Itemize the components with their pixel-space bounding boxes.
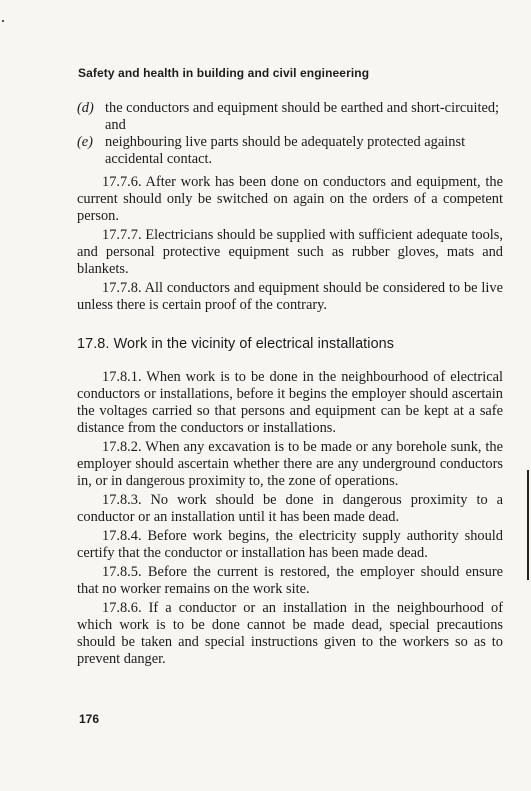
list-item-text: neighbouring live parts should be adequately protected against accidental contact. — [105, 134, 466, 167]
paragraph-17-7-7: 17.7.7. Electricians should be supplied with sufficient adequate tools, and personal protective equipment such as rubber gloves, mats and blankets. — [77, 227, 503, 277]
list-item-text: the conductors and equipment should be earthed and short-circuited; and — [105, 100, 500, 133]
running-header: Safety and health in building and civil engineering — [78, 66, 370, 80]
paragraph-17-8-6: 17.8.6. If a conductor or an installation in the neighbourhood of which work is to be done cannot be made dead, special precautions should be taken and special instructions given to the workers so as to prevent danger. — [77, 600, 503, 667]
section-heading: 17.8. Work in the vicinity of electrical installations — [77, 336, 395, 352]
page-number: 176 — [79, 712, 100, 726]
paragraph-17-8-4: 17.8.4. Before work begins, the electricity supply authority should certify that the conductor or installation has been made dead. — [77, 528, 503, 561]
list-marker: (e) — [77, 134, 93, 150]
paragraph-17-7-6: 17.7.6. After work has been done on conductors and equipment, the current should only be switched on again on the orders of a competent person. — [77, 174, 503, 224]
scan-edge-mark — [527, 470, 529, 580]
page-body — [77, 100, 503, 670]
paragraph-17-8-1: 17.8.1. When work is to be done in the neighbourhood of electrical conductors or installations, before it begins the employer should ascertain the voltages carried so that persons and equipment can be kept at a safe distance from the conductors or installations. — [77, 369, 503, 436]
scan-speck — [2, 20, 4, 22]
paragraph-17-7-8: 17.7.8. All conductors and equipment should be considered to be live unless there is certain proof of the contrary. — [77, 280, 503, 313]
list-marker: (d) — [77, 100, 94, 116]
paragraph-17-8-2: 17.8.2. When any excavation is to be made or any borehole sunk, the employer should ascertain whether there are any underground conductors in, or in dangerous proximity to, the zone of operations. — [77, 439, 503, 489]
paragraph-17-8-3: 17.8.3. No work should be done in dangerous proximity to a conductor or an installation until it has been made dead. — [77, 492, 503, 525]
paragraph-17-8-5: 17.8.5. Before the current is restored, the employer should ensure that no worker remains on the work site. — [77, 564, 503, 597]
list-item — [77, 134, 503, 168]
list-item — [77, 100, 503, 134]
